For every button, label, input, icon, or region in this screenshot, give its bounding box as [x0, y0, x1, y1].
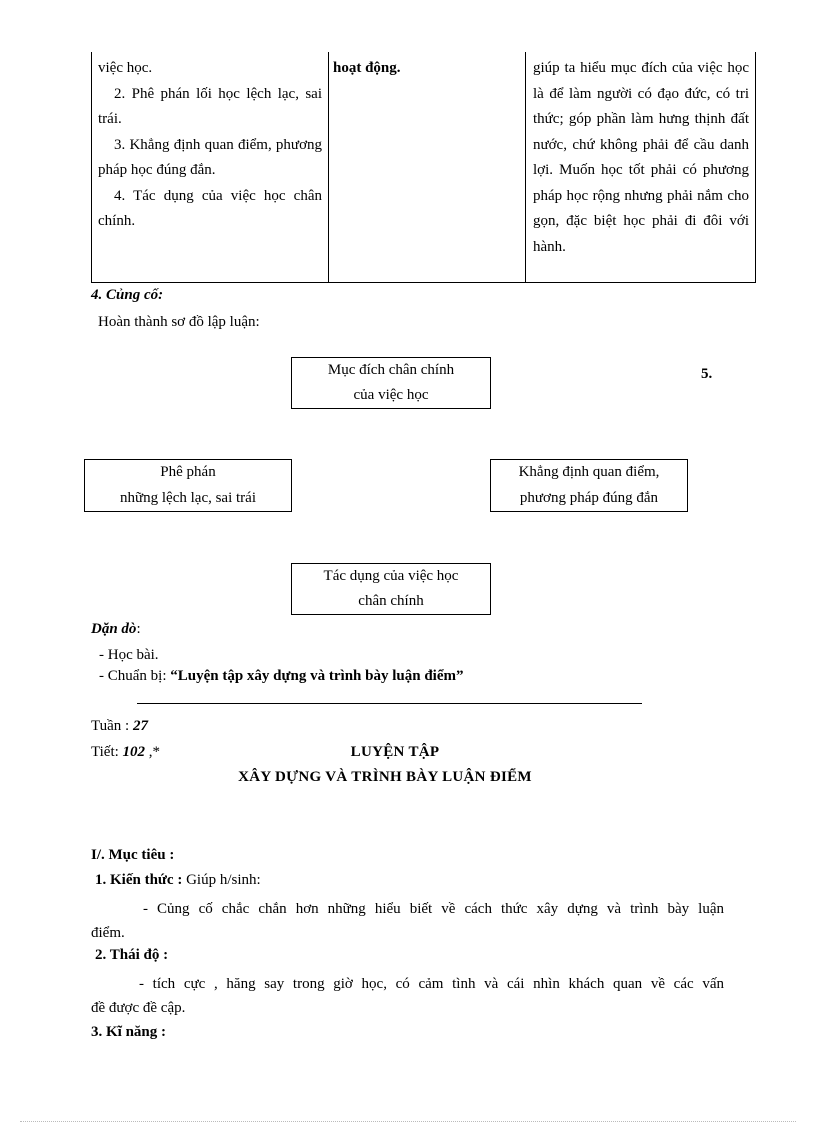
attitude-line1: - tích cực , hăng say trong giờ học, có cảm tình và cái nhìn khách quan về các vấn — [139, 976, 724, 992]
week-value: 27 — [132, 718, 148, 734]
page-bottom-border — [20, 1121, 796, 1122]
table-text: việc học. — [98, 60, 153, 76]
margin-number: 5. — [701, 366, 713, 382]
knowledge-line2: điểm. — [91, 925, 125, 941]
table-column-divider — [328, 52, 329, 282]
week-line — [91, 718, 148, 735]
table-cell-content — [98, 56, 322, 235]
table-text: 2. Phê phán lối học lệch lạc, sai trái. — [98, 85, 322, 127]
attitude-line2: đề được đề cập. — [91, 1000, 186, 1016]
dando-colon: : — [136, 621, 141, 637]
period-value: 102 — [122, 744, 146, 760]
table-cell-summary: giúp ta hiểu mục đích của việc học là để làm người có đạo đức, có tri thức; góp phần làm hưng thịnh đất nước, chứ không phải để cầu danh lợi. Muốn học tốt phải có phương pháp học rộng nhưng phải nắm cho gọn, đặc biệt học phải đi đôi với hành. — [533, 60, 749, 255]
box-line: Phê phán — [160, 464, 216, 480]
knowledge-label: 1. Kiến thức : — [95, 872, 183, 888]
diagram-box-criticize — [84, 459, 292, 512]
dando-item — [99, 668, 463, 685]
lesson-title-line2: XÂY DỰNG VÀ TRÌNH BÀY LUẬN ĐIỂM — [238, 769, 532, 785]
period-suffix: ,* — [145, 744, 161, 760]
knowledge-paragraph — [91, 897, 724, 945]
knowledge-line — [95, 872, 261, 889]
table-cell-activity: hoạt động. — [333, 60, 401, 76]
content-table — [91, 52, 756, 283]
box-line: Mục đích chân chính — [327, 361, 455, 378]
box-line: của việc học — [353, 387, 429, 403]
dando-prefix: - Chuẩn bị: — [99, 668, 171, 684]
diagram-box-effect — [291, 563, 491, 615]
table-text: 3. Khẳng định quan điểm, phương pháp học đúng đắn. — [98, 136, 322, 178]
box-line: chân chính — [358, 593, 424, 609]
diagram-box-purpose — [291, 357, 491, 409]
week-sep: : — [121, 718, 133, 734]
section-heading-cungco: 4. Củng cố: — [91, 287, 164, 303]
horizontal-rule — [137, 703, 642, 704]
knowledge-text: Giúp h/sinh: — [182, 872, 261, 888]
table-text: 4. Tác dụng của việc học chân chính. — [98, 187, 322, 229]
period-line — [91, 744, 160, 761]
instruction-text: Hoàn thành sơ đồ lập luận: — [98, 314, 260, 330]
box-line: Tác dụng của việc học — [323, 567, 459, 584]
dando-lesson-title: “Luyện tập xây dựng và trình bày luận điểm” — [170, 668, 464, 684]
dando-item: - Học bài. — [99, 647, 159, 663]
skills-label: 3. Kĩ năng : — [91, 1024, 167, 1040]
attitude-label: 2. Thái độ : — [95, 947, 169, 963]
objectives-heading: I/. Mục tiêu : — [91, 847, 175, 863]
box-line: những lệch lạc, sai trái — [120, 489, 256, 506]
box-line: phương pháp đúng đắn — [519, 489, 659, 506]
dando-heading — [91, 621, 141, 638]
dando-title: Dặn dò — [91, 621, 137, 637]
knowledge-line1: - Củng cố chắc chắn hơn những hiểu biết về cách thức xây dựng và trình bày luận — [143, 901, 724, 917]
box-line: Khẳng định quan điểm, — [518, 464, 660, 480]
table-column-divider — [525, 52, 526, 282]
attitude-paragraph — [91, 972, 724, 1020]
diagram-box-affirm — [490, 459, 688, 512]
week-label: Tuần — [91, 718, 122, 734]
lesson-title-line1: LUYỆN TẬP — [350, 744, 440, 760]
period-label: Tiết: — [91, 744, 123, 760]
